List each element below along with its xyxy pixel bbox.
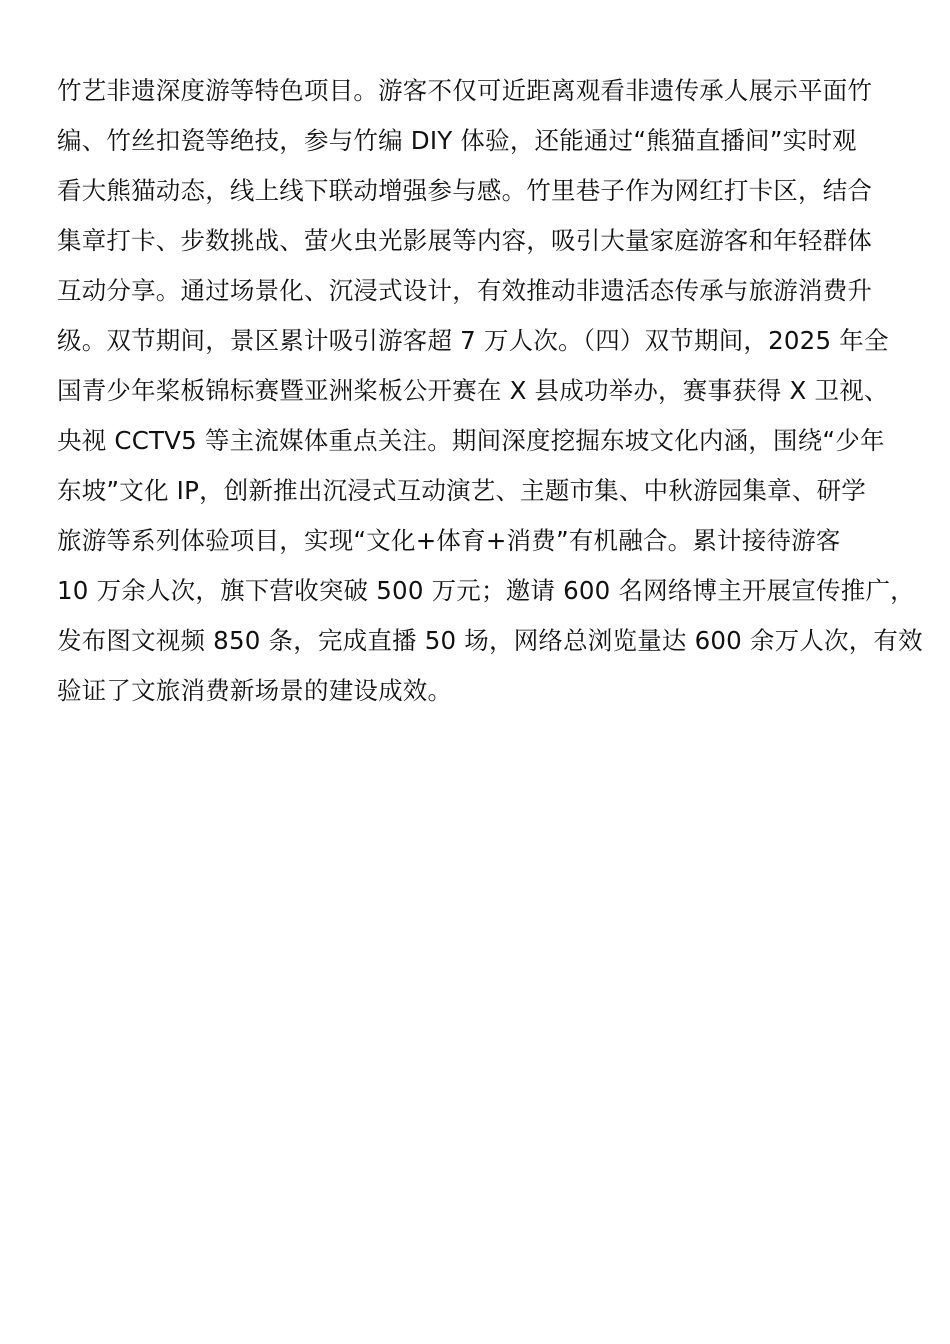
paragraph-line-7: 国青少年桨板锦标赛暨亚洲桨板公开赛在 X 县成功举办，赛事获得 X 卫视、 xyxy=(57,376,889,405)
paragraph-line-1: 竹艺非遗深度游等特色项目。游客不仅可近距离观看非遗传承人展示平面竹 xyxy=(57,76,873,105)
body-paragraph xyxy=(57,66,923,716)
paragraph-line-9: 东坡”文化 IP，创新推出沉浸式互动演艺、主题市集、中秋游园集章、研学 xyxy=(57,476,866,505)
paragraph-line-12: 发布图文视频 850 条，完成直播 50 场，网络总浏览量达 600 余万人次，有效 xyxy=(57,626,923,655)
paragraph-line-10: 旅游等系列体验项目，实现“文化+体育+消费”有机融合。累计接待游客 xyxy=(57,526,841,555)
paragraph-line-5: 互动分享。通过场景化、沉浸式设计，有效推动非遗活态传承与旅游消费升 xyxy=(57,276,873,305)
paragraph-line-13: 验证了文旅消费新场景的建设成效。 xyxy=(57,676,453,705)
paragraph-line-2: 编、竹丝扣瓷等绝技，参与竹编 DIY 体验，还能通过“熊猫直播间”实时观 xyxy=(57,126,857,155)
paragraph-line-4: 集章打卡、步数挑战、萤火虫光影展等内容，吸引大量家庭游客和年轻群体 xyxy=(57,226,873,255)
paragraph-line-3: 看大熊猫动态，线上线下联动增强参与感。竹里巷子作为网红打卡区，结合 xyxy=(57,176,873,205)
paragraph-line-11: 10 万余人次，旗下营收突破 500 万元；邀请 600 名网络博主开展宣传推广， xyxy=(57,576,915,605)
paragraph-line-6: 级。双节期间，景区累计吸引游客超 7 万人次。（四）双节期间，2025 年全 xyxy=(57,326,889,355)
paragraph-line-8: 央视 CCTV5 等主流媒体重点关注。期间深度挖掘东坡文化内涵，围绕“少年 xyxy=(57,426,885,455)
